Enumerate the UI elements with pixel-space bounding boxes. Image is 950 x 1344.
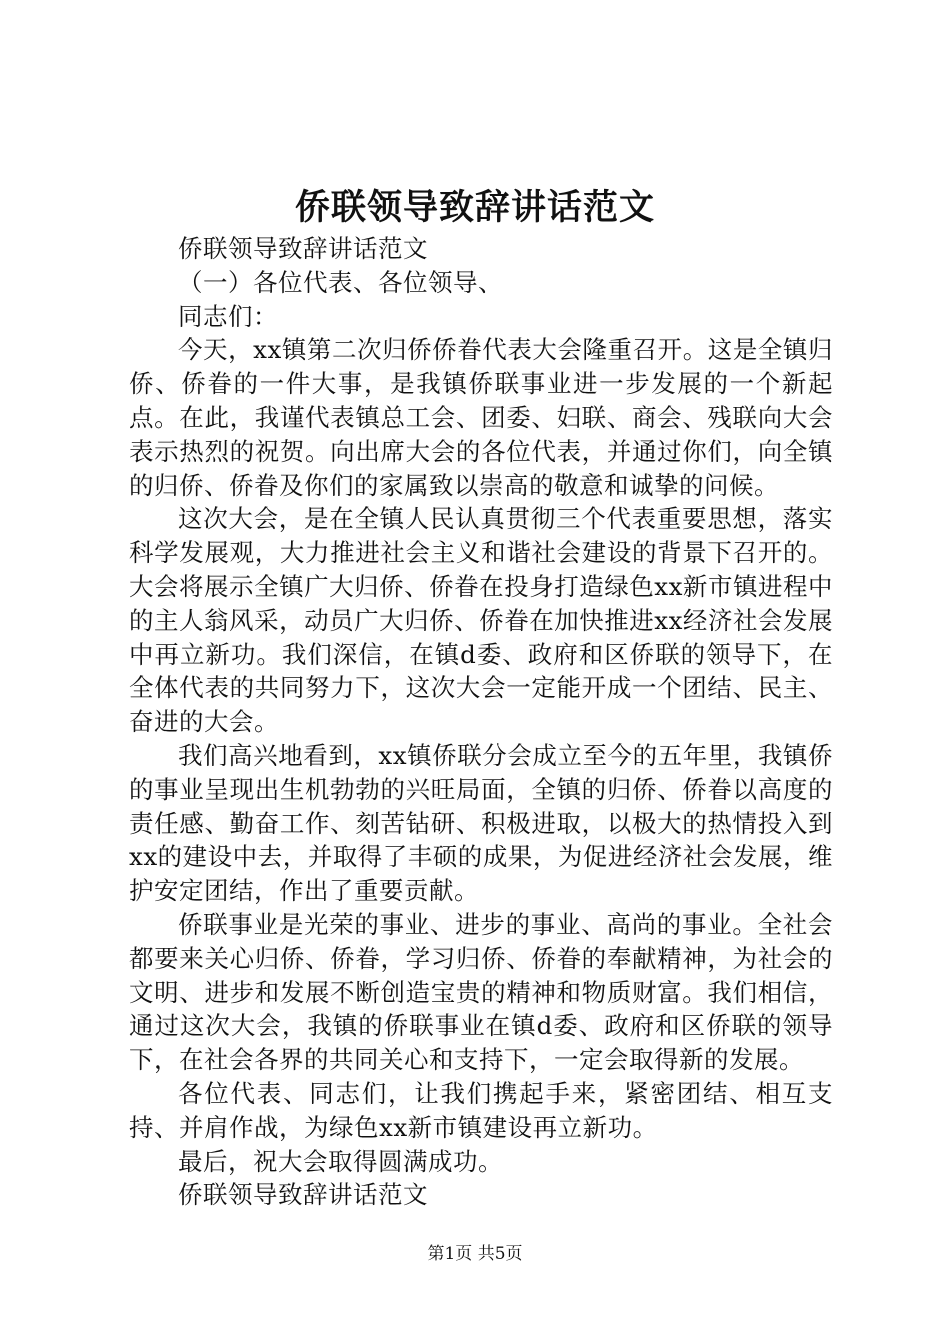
body-paragraph: 最后，祝大会取得圆满成功。 bbox=[178, 1146, 503, 1176]
body-paragraph: 同志们： bbox=[178, 301, 278, 331]
body-paragraph: 我们高兴地看到，xx镇侨联分会成立至今的五年里，我镇侨的事业呈现出生机勃勃的兴旺局面，全镇的归侨、侨眷以高度的责任感、勤奋工作、刻苦钻研、积极进取，以极大的热情投入到xx的建设中去，并取得了丰硕的成果，为促进经济社会发展，维护安定团结，作出了重要贡献。 bbox=[129, 740, 833, 906]
page-number-footer: 第1页 共5页 bbox=[427, 1244, 523, 1264]
body-paragraph: （一）各位代表、各位领导、 bbox=[178, 267, 503, 297]
body-paragraph: 侨联事业是光荣的事业、进步的事业、高尚的事业。全社会都要来关心归侨、侨眷，学习归侨、侨眷的奉献精神，为社会的文明、进步和发展不断创造宝贵的精神和物质财富。我们相信，通过这次大会，我镇的侨联事业在镇d委、政府和区侨联的领导下，在社会各界的共同关心和支持下，一定会取得新的发展。 bbox=[129, 909, 833, 1075]
body-paragraph: 侨联领导致辞讲话范文 bbox=[178, 1180, 428, 1210]
document-title: 侨联领导致辞讲话范文 bbox=[294, 187, 655, 228]
document-body bbox=[129, 232, 833, 1212]
body-paragraph: 今天，xx镇第二次归侨侨眷代表大会隆重召开。这是全镇归侨、侨眷的一件大事，是我镇侨联事业进一步发展的一个新起点。在此，我谨代表镇总工会、团委、妇联、商会、残联向大会表示热烈的祝贺。向出席大会的各位代表，并通过你们，向全镇的归侨、侨眷及你们的家属致以崇高的敬意和诚挚的问候。 bbox=[129, 335, 833, 500]
body-paragraph: 侨联领导致辞讲话范文 bbox=[178, 234, 428, 263]
body-paragraph: 各位代表、同志们，让我们携起手来，紧密团结、相互支持、并肩作战，为绿色xx新市镇建设再立新功。 bbox=[129, 1078, 833, 1142]
body-paragraph: 这次大会，是在全镇人民认真贯彻三个代表重要思想，落实科学发展观，大力推进社会主义和谐社会建设的背景下召开的。大会将展示全镇广大归侨、侨眷在投身打造绿色xx新市镇进程中的主人翁风采，动员广大归侨、侨眷在加快推进xx经济社会发展中再立新功。我们深信，在镇d委、政府和区侨联的领导下，在全体代表的共同努力下，这次大会一定能开成一个团结、民主、奋进的大会。 bbox=[129, 504, 833, 737]
